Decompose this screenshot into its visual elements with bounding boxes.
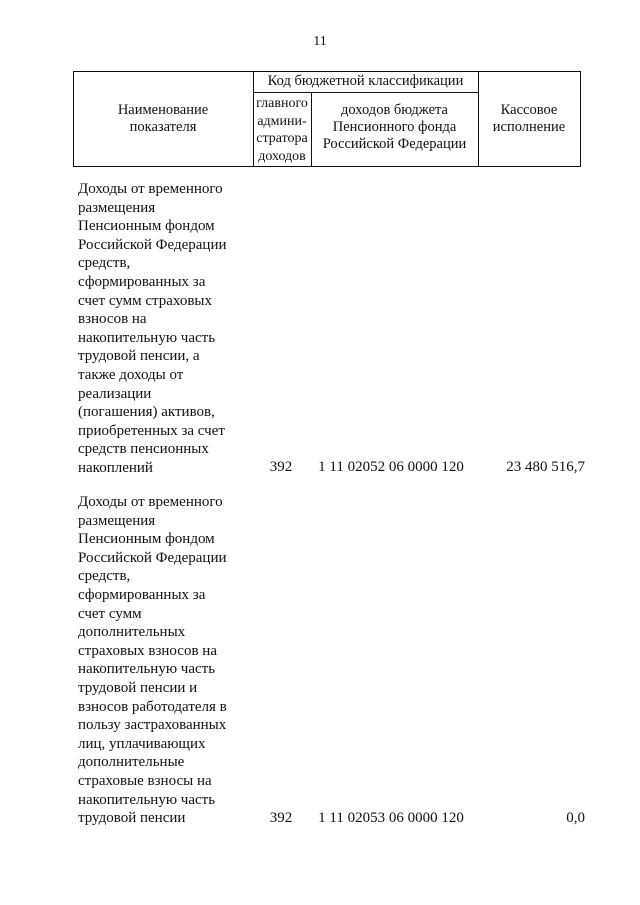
row-1-name: Доходы от временного размещения Пенсионным фондом Российской Федерации средств, сформированных за счет сумм страховых взносов на накопительную часть трудовой пенсии, а также доходы от реализации (погашения) активов, приобретенных за счет средств пенсионных накоплений (78, 181, 227, 476)
row-2-amount: 0,0 (566, 810, 585, 826)
header-name-column: Наименование показателя (117, 102, 209, 135)
page-number: 11 (313, 34, 327, 49)
row-1-budget-code: 1 11 02052 06 0000 120 (318, 459, 464, 475)
header-admin-column: главного админи- стратора доходов (256, 96, 308, 164)
table-header (73, 71, 581, 167)
row-1-amount: 23 480 516,7 (506, 459, 585, 475)
header-code-group: Код бюджетной классификации (267, 73, 464, 89)
header-amount-column: Кассовое исполнение (492, 102, 566, 135)
row-2-name: Доходы от временного размещения Пенсионным фондом Российской Федерации средств, сформированных за счет сумм дополнительных страховых взносов на накопительную часть трудовой пенсии и взносов работодателя в пользу застрахованных лиц, уплачивающих дополнительные страховые взносы на накопительную часть трудовой пенсии (78, 494, 227, 827)
row-2-budget-code: 1 11 02053 06 0000 120 (318, 810, 464, 826)
row-2-admin-code: 392 (269, 810, 293, 826)
row-1-admin-code: 392 (269, 459, 293, 475)
header-revenue-column: доходов бюджета Пенсионного фонда Российской Федерации (322, 102, 467, 152)
